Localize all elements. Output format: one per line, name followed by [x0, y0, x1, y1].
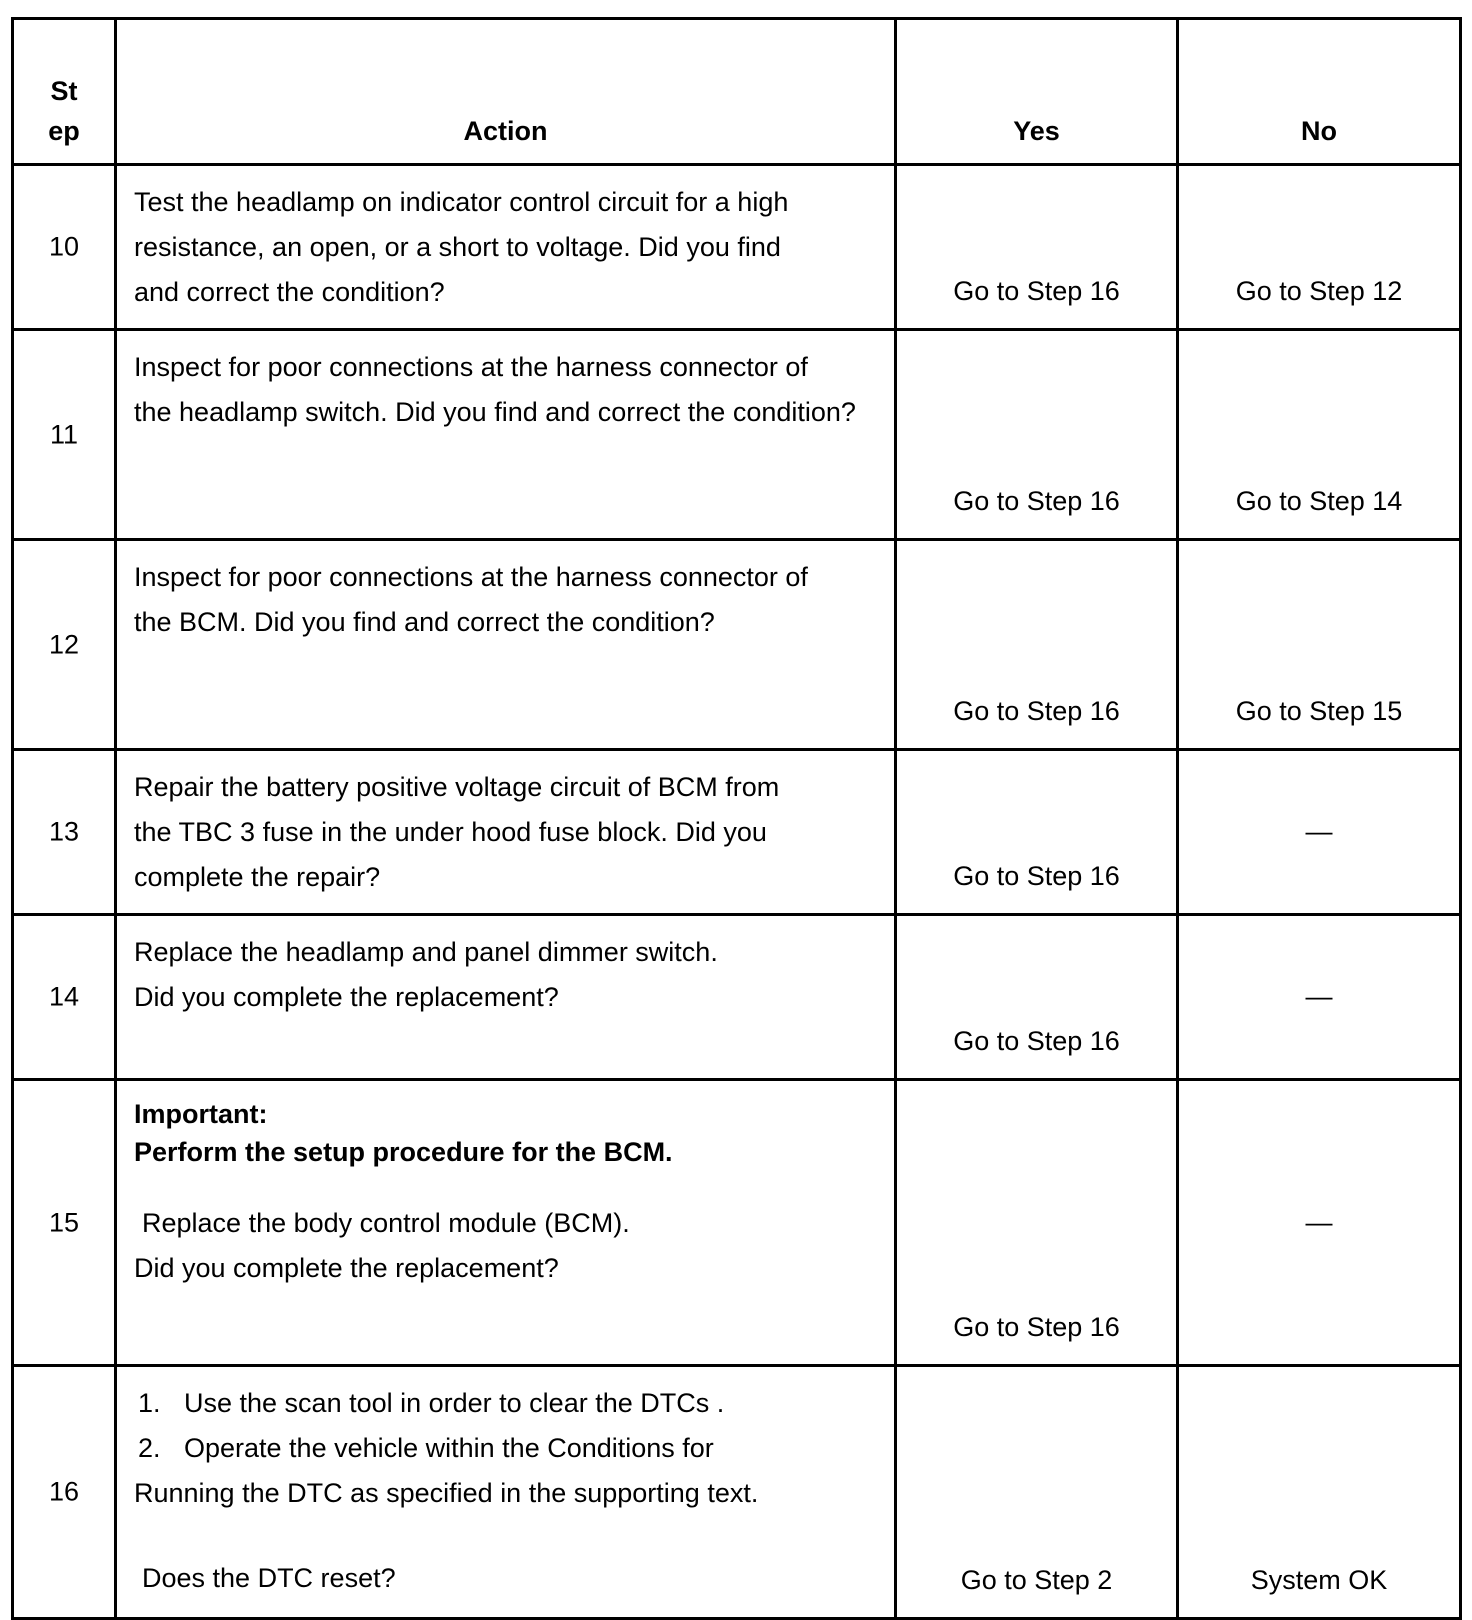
header-action: Action: [116, 19, 896, 165]
header-no: No: [1178, 19, 1461, 165]
action-line: Did you complete the replacement?: [134, 982, 559, 1012]
action-line: Replace the headlamp and panel dimmer switch.: [134, 937, 718, 967]
step-cell: [13, 915, 116, 1080]
table-row: [13, 750, 1461, 915]
table-row: [13, 915, 1461, 1080]
header-yes: Yes: [896, 19, 1178, 165]
yes-result: Go to Step 16: [953, 861, 1120, 891]
yes-result: Go to Step 16: [953, 1312, 1120, 1342]
table-row: [13, 330, 1461, 540]
list-text: Operate the vehicle within the Conditions for: [184, 1433, 714, 1463]
no-result-dash: —: [1305, 1207, 1333, 1237]
no-cell: [1178, 330, 1461, 540]
step-number: 16: [48, 1476, 80, 1507]
no-result: System OK: [1250, 1565, 1388, 1595]
yes-result: Go to Step 16: [953, 1026, 1120, 1056]
action-line: Replace the body control module (BCM).: [142, 1208, 630, 1238]
step-cell: [13, 165, 116, 330]
no-result: Go to Step 14: [1235, 486, 1403, 516]
no-cell: [1178, 915, 1461, 1080]
action-cell: [116, 165, 896, 330]
spacer: [134, 1516, 880, 1556]
yes-cell: [896, 750, 1178, 915]
list-number: 1.: [138, 1388, 161, 1418]
no-result-dash: —: [1305, 816, 1333, 847]
yes-result: Go to Step 16: [953, 276, 1120, 306]
no-result-dash: —: [1305, 981, 1333, 1012]
list-item: [134, 1381, 880, 1426]
no-cell: [1178, 165, 1461, 330]
step-number: 13: [48, 816, 80, 847]
step-cell: [13, 330, 116, 540]
header-step-line2: ep: [48, 116, 80, 146]
no-cell: [1178, 750, 1461, 915]
important-text: Perform the setup procedure for the BCM.: [134, 1137, 673, 1167]
table-row: [13, 540, 1461, 750]
yes-result: Go to Step 16: [953, 486, 1120, 516]
no-result: Go to Step 12: [1235, 276, 1403, 306]
no-cell: [1178, 540, 1461, 750]
action-line: and correct the condition?: [134, 277, 445, 307]
table-row: [13, 165, 1461, 330]
action-cell: [116, 1080, 896, 1366]
table-row: [13, 1080, 1461, 1366]
action-line: Test the headlamp on indicator control circuit for a high: [134, 187, 789, 217]
step-cell: [13, 1366, 116, 1619]
action-cell: [116, 1366, 896, 1619]
header-step-line1: St: [50, 76, 78, 106]
action-cell: [116, 540, 896, 750]
spacer: [134, 1171, 880, 1201]
step-cell: [13, 540, 116, 750]
yes-cell: [896, 1366, 1178, 1619]
list-item: [134, 1426, 880, 1471]
step-cell: [13, 750, 116, 915]
no-cell: [1178, 1366, 1461, 1619]
yes-cell: [896, 915, 1178, 1080]
step-cell: [13, 1080, 116, 1366]
action-line: Repair the battery positive voltage circuit of BCM from: [134, 772, 780, 802]
step-number: 10: [48, 231, 80, 262]
action-line: Did you complete the replacement?: [134, 1253, 559, 1283]
action-line: Inspect for poor connections at the harness connector of: [134, 352, 808, 382]
diagnostic-table: [11, 17, 1462, 1620]
action-line: the TBC 3 fuse in the under hood fuse block. Did you: [134, 817, 767, 847]
action-line: Inspect for poor connections at the harness connector of: [134, 562, 808, 592]
step-number: 11: [49, 419, 79, 449]
yes-cell: [896, 330, 1178, 540]
important-label: Important:: [134, 1099, 268, 1129]
yes-cell: [896, 165, 1178, 330]
yes-result: Go to Step 2: [960, 1565, 1113, 1595]
action-cell: [116, 330, 896, 540]
action-cell: [116, 750, 896, 915]
table-row: [13, 1366, 1461, 1619]
yes-cell: [896, 1080, 1178, 1366]
header-step: [13, 19, 116, 165]
list-number: 2.: [138, 1433, 161, 1463]
action-line: complete the repair?: [134, 862, 381, 892]
no-result: Go to Step 15: [1235, 696, 1403, 726]
list-text: Use the scan tool in order to clear the DTCs .: [184, 1388, 725, 1418]
action-line: the BCM. Did you find and correct the condition?: [134, 607, 715, 637]
action-line: the headlamp switch. Did you find and correct the condition?: [134, 397, 856, 427]
step-number: 12: [48, 629, 80, 659]
step-number: 15: [48, 1207, 80, 1237]
action-line: Running the DTC as specified in the supporting text.: [134, 1478, 759, 1508]
yes-cell: [896, 540, 1178, 750]
no-cell: [1178, 1080, 1461, 1366]
action-cell: [116, 915, 896, 1080]
header-row: [13, 19, 1461, 165]
question-line: Does the DTC reset?: [142, 1563, 396, 1593]
action-line: resistance, an open, or a short to voltage. Did you find: [134, 232, 781, 262]
yes-result: Go to Step 16: [953, 696, 1120, 726]
step-number: 14: [48, 981, 80, 1012]
